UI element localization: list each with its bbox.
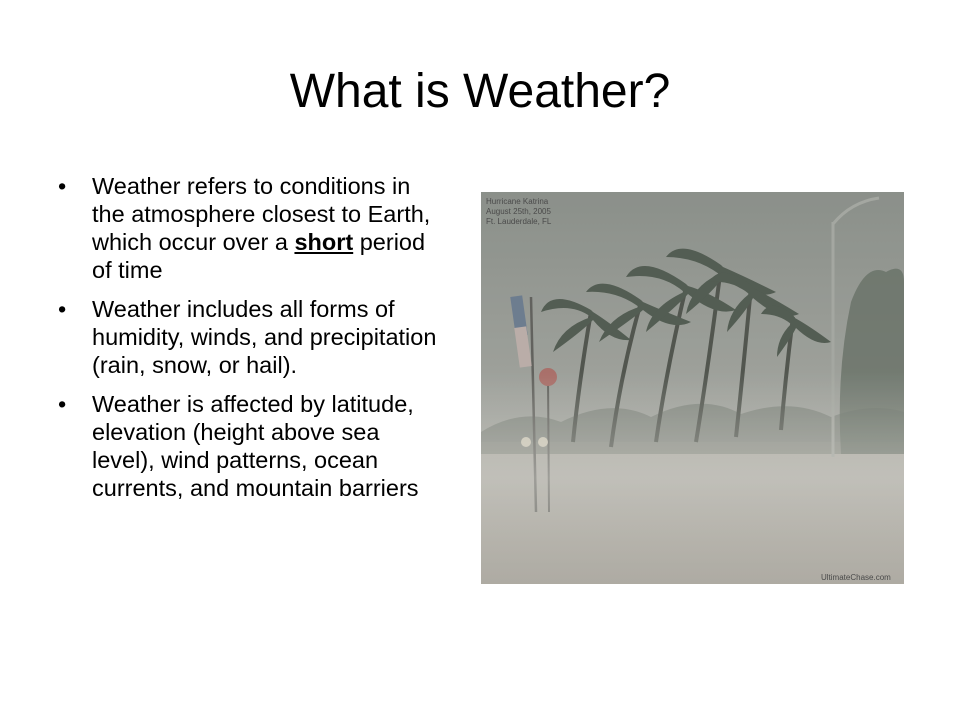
hurricane-photo (481, 192, 904, 584)
photo-caption-line: Ft. Lauderdale, FL (486, 217, 552, 226)
bullet-icon: • (58, 391, 67, 417)
slide-title: What is Weather? (289, 65, 671, 118)
bullet-icon: • (58, 296, 67, 322)
photo-caption-line: Hurricane Katrina (486, 197, 549, 206)
photo-caption-line: August 25th, 2005 (486, 207, 551, 216)
bullet-list (58, 172, 443, 513)
bullet-item (58, 295, 443, 379)
bullet-item (58, 172, 443, 284)
photo-watermark: UltimateChase.com (821, 573, 891, 582)
bullet-icon: • (58, 173, 67, 199)
emphasized-word: short (294, 229, 354, 255)
bullet-text: Weather is affected by latitude, elevation (height above sea level), wind patterns, ocean currents, and mountain barriers (92, 391, 419, 501)
bullet-item (58, 390, 443, 502)
hurricane-scene-image (481, 192, 904, 584)
bullet-text: Weather includes all forms of humidity, winds, and precipitation (rain, snow, or hail). (92, 296, 437, 378)
bullet-text: Weather refers to conditions in the atmosphere closest to Earth, which occur over a short period of time (92, 173, 431, 283)
haze (481, 192, 904, 584)
